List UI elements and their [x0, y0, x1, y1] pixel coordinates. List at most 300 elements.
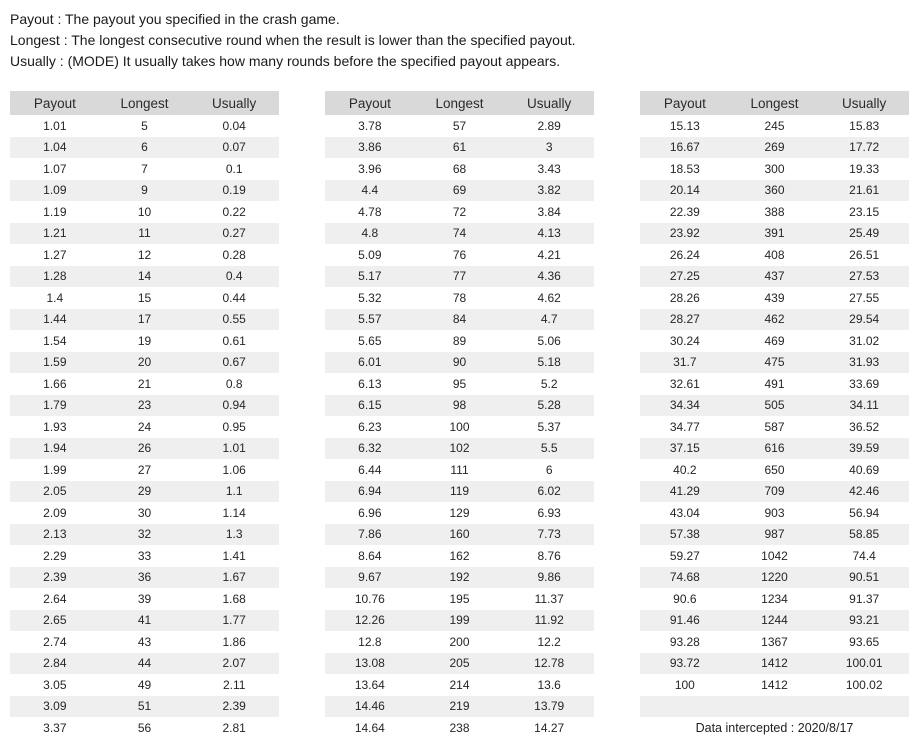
table-row: [10, 180, 279, 202]
table-cell: 19: [137, 333, 152, 348]
table-cell: 269: [764, 140, 785, 155]
table-cell: 5.57: [358, 312, 382, 327]
table-cell: 4.78: [358, 204, 382, 219]
table-cell: 2.89: [537, 118, 561, 133]
table-row: [640, 223, 909, 245]
table-row: [640, 567, 909, 589]
table-cell: 41.29: [669, 484, 700, 499]
table-cell: 1.3: [225, 527, 243, 542]
table-cell: 1412: [761, 677, 788, 692]
table-row: [325, 223, 594, 245]
table-row: [10, 653, 279, 675]
table-cell: 199: [449, 613, 470, 628]
table-cell: 4.4: [361, 183, 379, 198]
table-cell: 91.37: [849, 591, 880, 606]
table-cell: 360: [764, 183, 785, 198]
table-cell: 1.41: [222, 548, 246, 563]
table-cell: 2.09: [43, 505, 67, 520]
table-cell: 587: [764, 419, 785, 434]
table-row: [325, 717, 594, 739]
table-cell: 4.7: [540, 312, 558, 327]
table-cell: 5.37: [537, 419, 561, 434]
table-cell: 9: [141, 183, 148, 198]
table-cell: 59.27: [669, 548, 700, 563]
column-header-longest: Longest: [435, 95, 484, 111]
table-row: [640, 244, 909, 266]
table-cell: 2.07: [222, 656, 246, 671]
table-row: [640, 481, 909, 503]
table-cell: 1.28: [43, 269, 67, 284]
table-cell: 91.46: [669, 613, 700, 628]
table-row: [10, 438, 279, 460]
table-cell: 1.01: [43, 118, 67, 133]
table-cell: 3.43: [537, 161, 561, 176]
column-header-payout: Payout: [663, 95, 706, 111]
table-cell: 3.05: [43, 677, 67, 692]
legend: [0, 0, 920, 72]
table-cell: 2.05: [43, 484, 67, 499]
table-cell: 25.49: [849, 226, 880, 241]
table-cell: 31.02: [849, 333, 880, 348]
table-cell: 17: [137, 312, 152, 327]
table-cell: 0.44: [222, 290, 246, 305]
table-cell: 3.37: [43, 720, 67, 735]
table-cell: 11.37: [534, 591, 564, 606]
table-row: [10, 502, 279, 524]
table-header-row: [325, 91, 594, 115]
table-row: [10, 352, 279, 374]
table-row: [325, 631, 594, 653]
table-row: [10, 631, 279, 653]
table-row: [325, 416, 594, 438]
table-cell: 93.65: [849, 634, 880, 649]
table-cell: 408: [764, 247, 785, 262]
table-cell: 1.93: [43, 419, 67, 434]
table-cell: 1.4: [46, 290, 64, 305]
table-row: [640, 180, 909, 202]
table-cell: 12.78: [534, 656, 565, 671]
table-cell: 6.15: [358, 398, 382, 413]
table-row: [325, 481, 594, 503]
table-cell: 192: [449, 570, 470, 585]
table-cell: 1042: [761, 548, 788, 563]
payout-table-3: [640, 91, 909, 739]
table-cell: 650: [764, 462, 785, 477]
table-row: [640, 610, 909, 632]
table-cell: 14: [137, 269, 152, 284]
table-row: [325, 287, 594, 309]
table-cell: 1.06: [222, 462, 246, 477]
table-cell: 95: [452, 376, 467, 391]
table-cell: 90.6: [673, 591, 697, 606]
table-row: [640, 373, 909, 395]
table-cell: 39: [137, 591, 152, 606]
table-cell: 0.4: [225, 269, 243, 284]
table-cell: 33: [137, 548, 152, 563]
table-cell: 0.27: [222, 226, 246, 241]
table-row: [325, 610, 594, 632]
table-cell: 42.46: [849, 484, 880, 499]
table-row: [10, 696, 279, 718]
table-row: [10, 115, 279, 137]
table-cell: 6.23: [358, 419, 382, 434]
table-row: [640, 201, 909, 223]
table-cell: 1.19: [43, 204, 67, 219]
table-cell: 89: [452, 333, 467, 348]
table-cell: 5.06: [537, 333, 561, 348]
table-cell: 7.73: [537, 527, 561, 542]
table-cell: 23: [137, 398, 152, 413]
table-cell: 2.11: [222, 677, 246, 692]
table-cell: 2.81: [222, 720, 246, 735]
table-cell: 0.94: [222, 398, 246, 413]
table-cell: 9.67: [358, 570, 382, 585]
column-header-usually: Usually: [212, 95, 257, 111]
table-row: [325, 115, 594, 137]
table-cell: 1.27: [43, 247, 67, 262]
table-row: [10, 223, 279, 245]
table-cell: 1.04: [43, 140, 67, 155]
table-row: [10, 674, 279, 696]
table-cell: 6.93: [537, 505, 561, 520]
table-cell: 245: [764, 118, 785, 133]
table-cell: 6.32: [358, 441, 382, 456]
table-cell: 32: [137, 527, 152, 542]
table-cell: 69: [452, 183, 467, 198]
table-cell: 11: [138, 226, 151, 241]
table-empty-row: [640, 696, 909, 718]
table-row: [10, 481, 279, 503]
table-row: [640, 653, 909, 675]
column-header-longest: Longest: [120, 95, 169, 111]
table-row: [10, 266, 279, 288]
table-cell: 74.68: [669, 570, 700, 585]
table-cell: 43: [137, 634, 152, 649]
table-row: [10, 545, 279, 567]
table-cell: 2.74: [43, 634, 67, 649]
table-cell: 10.76: [354, 591, 385, 606]
table-row: [325, 309, 594, 331]
table-cell: 14.46: [354, 699, 385, 714]
column-header-payout: Payout: [348, 95, 391, 111]
table-cell: 3.86: [358, 140, 382, 155]
table-cell: 36.52: [849, 419, 880, 434]
table-row: [640, 115, 909, 137]
table-cell: 57: [452, 118, 467, 133]
table-cell: 2.64: [43, 591, 67, 606]
payout-table-1: [10, 91, 279, 739]
column-header-longest: Longest: [750, 95, 799, 111]
table-cell: 195: [449, 591, 470, 606]
table-cell: 98: [452, 398, 467, 413]
table-cell: 27.53: [849, 269, 880, 284]
table-cell: 111: [450, 462, 469, 477]
table-row: [640, 287, 909, 309]
table-row: [640, 545, 909, 567]
table-cell: 6.96: [358, 505, 382, 520]
table-row: [325, 395, 594, 417]
table-cell: 1.79: [43, 398, 67, 413]
table-row: [325, 502, 594, 524]
table-cell: 1.99: [43, 462, 67, 477]
table-cell: 5.2: [540, 376, 558, 391]
table-cell: 0.55: [222, 312, 246, 327]
table-cell: 4.8: [361, 226, 379, 241]
table-cell: 26.24: [669, 247, 700, 262]
table-cell: 200: [449, 634, 470, 649]
table-cell: 1.01: [222, 441, 246, 456]
table-cell: 21: [137, 376, 152, 391]
table-cell: 1.07: [43, 161, 67, 176]
table-cell: 0.19: [222, 183, 246, 198]
table-cell: 61: [452, 140, 467, 155]
table-cell: 34.77: [669, 419, 700, 434]
table-cell: 78: [452, 290, 467, 305]
table-row: [640, 459, 909, 481]
table-cell: 219: [449, 699, 470, 714]
table-cell: 0.04: [222, 118, 246, 133]
table-cell: 462: [764, 312, 785, 327]
table-cell: 903: [764, 505, 785, 520]
table-cell: 3.84: [537, 204, 561, 219]
table-cell: 1.86: [222, 634, 246, 649]
table-cell: 40.2: [673, 462, 697, 477]
table-cell: 74.4: [852, 548, 876, 563]
table-cell: 0.07: [222, 140, 246, 155]
table-cell: 22.39: [669, 204, 700, 219]
table-cell: 33.69: [849, 376, 880, 391]
table-row: [640, 631, 909, 653]
table-cell: 1.66: [43, 376, 67, 391]
table-cell: 1.14: [222, 505, 246, 520]
table-row: [10, 373, 279, 395]
table-cell: 5.09: [358, 247, 382, 262]
table-cell: 6.94: [358, 484, 382, 499]
table-cell: 77: [452, 269, 467, 284]
payout-table-2: [325, 91, 594, 739]
table-cell: 5.28: [537, 398, 561, 413]
table-cell: 31.7: [673, 355, 697, 370]
table-cell: 5.18: [537, 355, 561, 370]
table-cell: 6.01: [358, 355, 382, 370]
table-cell: 26: [137, 441, 152, 456]
table-cell: 1.1: [225, 484, 243, 499]
table-cell: 1.21: [43, 226, 67, 241]
table-cell: 0.1: [225, 161, 243, 176]
table-row: [10, 244, 279, 266]
table-row: [10, 137, 279, 159]
table-cell: 34.34: [669, 398, 700, 413]
table-row: [10, 567, 279, 589]
table-cell: 93.72: [669, 656, 700, 671]
table-row: [10, 201, 279, 223]
table-cell: 90: [452, 355, 467, 370]
table-cell: 0.28: [222, 247, 246, 262]
table-row: [325, 524, 594, 546]
table-cell: 129: [449, 505, 470, 520]
table-cell: 0.95: [222, 419, 246, 434]
table-cell: 1.54: [43, 333, 67, 348]
table-row: [640, 309, 909, 331]
table-cell: 31.93: [849, 355, 880, 370]
table-cell: 23.92: [669, 226, 700, 241]
legend-line-payout: Payout : The payout you specified in the crash game.: [10, 11, 340, 27]
table-cell: 23.15: [849, 204, 880, 219]
table-cell: 4.62: [537, 290, 561, 305]
table-row: [325, 674, 594, 696]
table-cell: 16.67: [669, 140, 700, 155]
table-cell: 437: [764, 269, 785, 284]
table-cell: 15: [137, 290, 152, 305]
table-cell: 1412: [761, 656, 788, 671]
table-cell: 1.94: [43, 441, 67, 456]
table-row: [325, 330, 594, 352]
table-cell: 49: [137, 677, 152, 692]
table-cell: 6.02: [537, 484, 561, 499]
table-cell: 1234: [761, 591, 788, 606]
table-cell: 74: [452, 226, 467, 241]
table-cell: 30.24: [669, 333, 700, 348]
table-cell: 1.44: [43, 312, 67, 327]
table-cell: 439: [764, 290, 785, 305]
table-cell: 57.38: [669, 527, 700, 542]
table-cell: 13.6: [537, 677, 561, 692]
table-row: [640, 395, 909, 417]
table-cell: 205: [449, 656, 470, 671]
table-cell: 93.28: [669, 634, 700, 649]
table-cell: 8.76: [537, 548, 561, 563]
table-cell: 84: [452, 312, 467, 327]
table-cell: 0.67: [222, 355, 246, 370]
column-header-usually: Usually: [527, 95, 572, 111]
table-row: [325, 244, 594, 266]
table-row: [325, 373, 594, 395]
table-cell: 72: [452, 204, 467, 219]
legend-line-usually: Usually : (MODE) It usually takes how many rounds before the specified payout appears.: [10, 53, 561, 69]
table-cell: 238: [449, 720, 470, 735]
table-row: [10, 309, 279, 331]
table-cell: 505: [764, 398, 785, 413]
table-cell: 29.54: [849, 312, 880, 327]
table-row: [325, 158, 594, 180]
table-cell: 15.83: [849, 118, 880, 133]
table-cell: 2.39: [43, 570, 67, 585]
table-row: [325, 588, 594, 610]
table-cell: 6: [141, 140, 148, 155]
table-cell: 709: [764, 484, 785, 499]
table-row: [10, 524, 279, 546]
table-cell: 4.13: [537, 226, 561, 241]
table-cell: 9.86: [537, 570, 561, 585]
table-cell: 100.02: [845, 677, 883, 692]
table-cell: 214: [449, 677, 470, 692]
table-cell: 29: [137, 484, 152, 499]
table-cell: 160: [449, 527, 470, 542]
table-cell: 24: [137, 419, 152, 434]
table-cell: 1.67: [222, 570, 246, 585]
table-cell: 987: [764, 527, 785, 542]
table-cell: 100.01: [845, 656, 883, 671]
table-cell: 0.8: [225, 376, 243, 391]
table-cell: 12.8: [358, 634, 382, 649]
table-cell: 1367: [761, 634, 788, 649]
table-cell: 10: [137, 204, 152, 219]
table-row: [325, 567, 594, 589]
table-cell: 3.82: [537, 183, 561, 198]
table-cell: 8.64: [358, 548, 382, 563]
table-cell: 12.2: [537, 634, 561, 649]
table-cell: 21.61: [849, 183, 880, 198]
table-cell: 102: [449, 441, 470, 456]
table-cell: 3.78: [358, 118, 382, 133]
legend-line-longest: Longest : The longest consecutive round when the result is lower than the specified payout.: [10, 32, 576, 48]
table-cell: 13.08: [354, 656, 385, 671]
table-cell: 28.26: [669, 290, 700, 305]
table-cell: 0.61: [222, 333, 246, 348]
table-cell: 1.59: [43, 355, 67, 370]
table-cell: 7: [141, 161, 148, 176]
table-cell: 5.17: [358, 269, 382, 284]
table-row: [325, 696, 594, 718]
table-cell: 76: [452, 247, 467, 262]
table-cell: 68: [452, 161, 467, 176]
table-row: [10, 395, 279, 417]
table-cell: 2.39: [222, 699, 246, 714]
table-row: [325, 545, 594, 567]
table-cell: 3.96: [358, 161, 382, 176]
table-row: [640, 266, 909, 288]
table-cell: 2.29: [43, 548, 67, 563]
table-cell: 14.27: [534, 720, 565, 735]
table-cell: 36: [137, 570, 152, 585]
table-row: [640, 524, 909, 546]
table-cell: 28.27: [669, 312, 700, 327]
table-row: [640, 137, 909, 159]
table-cell: 6.44: [358, 462, 382, 477]
table-cell: 4.36: [537, 269, 561, 284]
table-header-row: [10, 91, 279, 115]
table-row: [10, 330, 279, 352]
table-cell: 32.61: [669, 376, 700, 391]
table-cell: 5: [141, 118, 148, 133]
table-cell: 39.59: [849, 441, 880, 456]
table-cell: 4.21: [537, 247, 561, 262]
table-cell: 26.51: [849, 247, 880, 262]
table-cell: 391: [764, 226, 785, 241]
table-cell: 17.72: [849, 140, 880, 155]
table-cell: 30: [137, 505, 152, 520]
table-cell: 34.11: [849, 398, 879, 413]
table-row: [325, 180, 594, 202]
table-cell: 44: [137, 656, 152, 671]
table-cell: 43.04: [669, 505, 700, 520]
table-cell: 14.64: [354, 720, 385, 735]
table-cell: 90.51: [849, 570, 880, 585]
table-cell: 37.15: [669, 441, 700, 456]
table-row: [640, 330, 909, 352]
table-cell: 12: [137, 247, 152, 262]
table-cell: 1.77: [222, 613, 246, 628]
table-cell: 5.65: [358, 333, 382, 348]
column-header-usually: Usually: [842, 95, 887, 111]
table-cell: 20.14: [669, 183, 700, 198]
table-row: [10, 158, 279, 180]
column-header-payout: Payout: [33, 95, 76, 111]
table-cell: 58.85: [849, 527, 880, 542]
table-cell: 388: [764, 204, 785, 219]
table-cell: 616: [764, 441, 785, 456]
table-cell: 3.09: [43, 699, 67, 714]
